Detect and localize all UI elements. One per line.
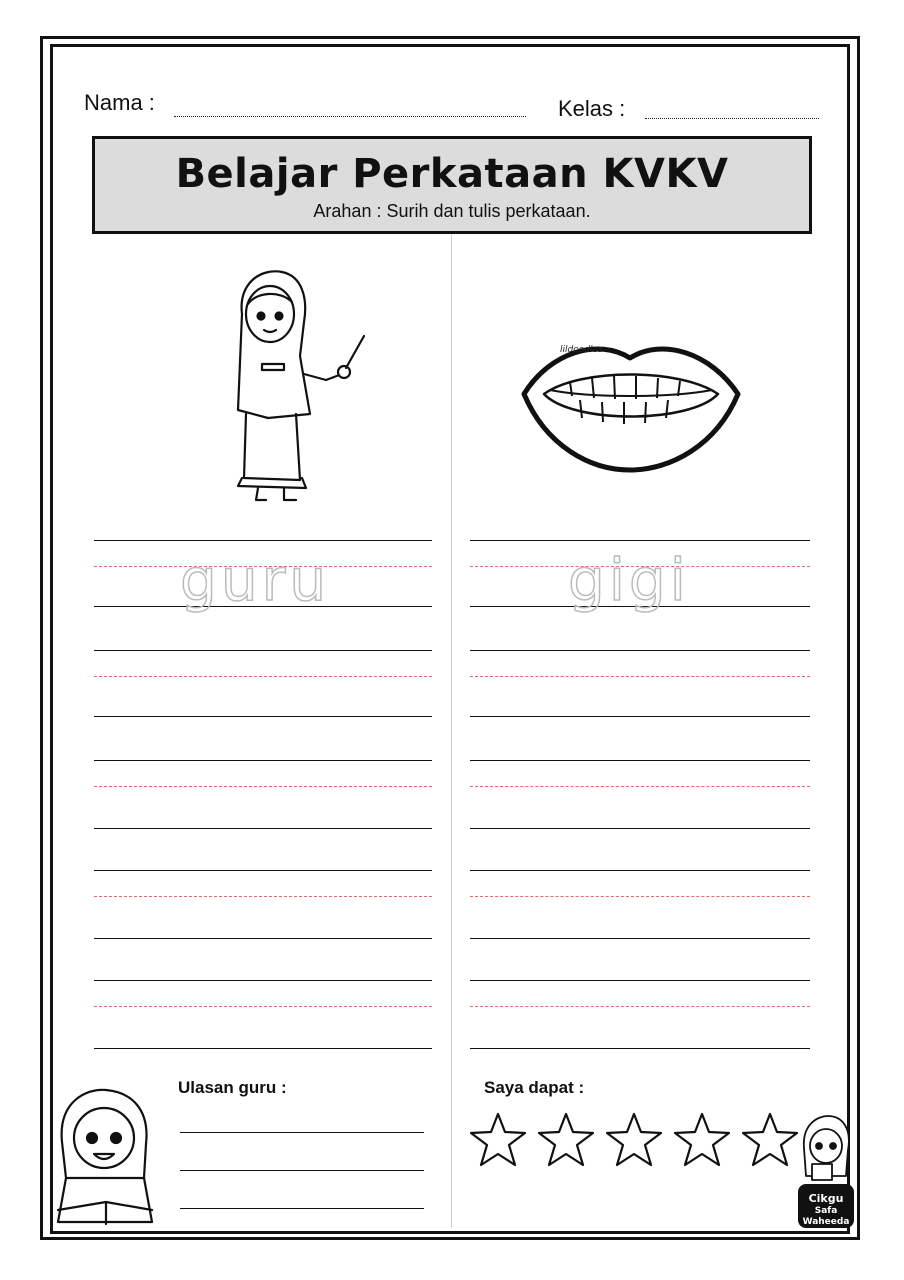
worksheet-title: Belajar Perkataan KVKV <box>175 151 729 197</box>
girl-reading-icon <box>52 1082 160 1232</box>
teacher-icon <box>222 264 372 506</box>
svg-text:Cikgu: Cikgu <box>808 1192 844 1205</box>
star-icon[interactable] <box>740 1110 800 1170</box>
star-rating[interactable] <box>468 1110 800 1170</box>
brand-logo <box>794 1114 858 1232</box>
comment-line-3[interactable] <box>180 1208 424 1209</box>
teacher-comment-label: Ulasan guru : <box>178 1078 287 1097</box>
star-icon[interactable] <box>536 1110 596 1170</box>
instruction-text: Arahan : Surih dan tulis perkataan. <box>313 201 591 221</box>
name-field[interactable] <box>174 116 526 117</box>
comment-line-2[interactable] <box>180 1170 424 1171</box>
star-icon[interactable] <box>604 1110 664 1170</box>
star-icon[interactable] <box>672 1110 732 1170</box>
trace-word-gigi: gigi <box>568 546 690 614</box>
svg-text:Safa: Safa <box>814 1206 838 1216</box>
class-field[interactable] <box>645 118 819 119</box>
title-box <box>92 136 812 234</box>
artist-signature: lildoodles <box>560 345 603 355</box>
class-label: Kelas : <box>558 96 626 121</box>
self-rating-label: Saya dapat : <box>484 1078 585 1097</box>
svg-text:Waheeda: Waheeda <box>802 1217 850 1227</box>
trace-word-guru: guru <box>180 546 331 614</box>
name-label: Nama : <box>84 90 155 115</box>
comment-line-1[interactable] <box>180 1132 424 1133</box>
star-icon[interactable] <box>468 1110 528 1170</box>
column-divider <box>451 234 452 1228</box>
mouth-teeth-icon <box>520 338 742 474</box>
